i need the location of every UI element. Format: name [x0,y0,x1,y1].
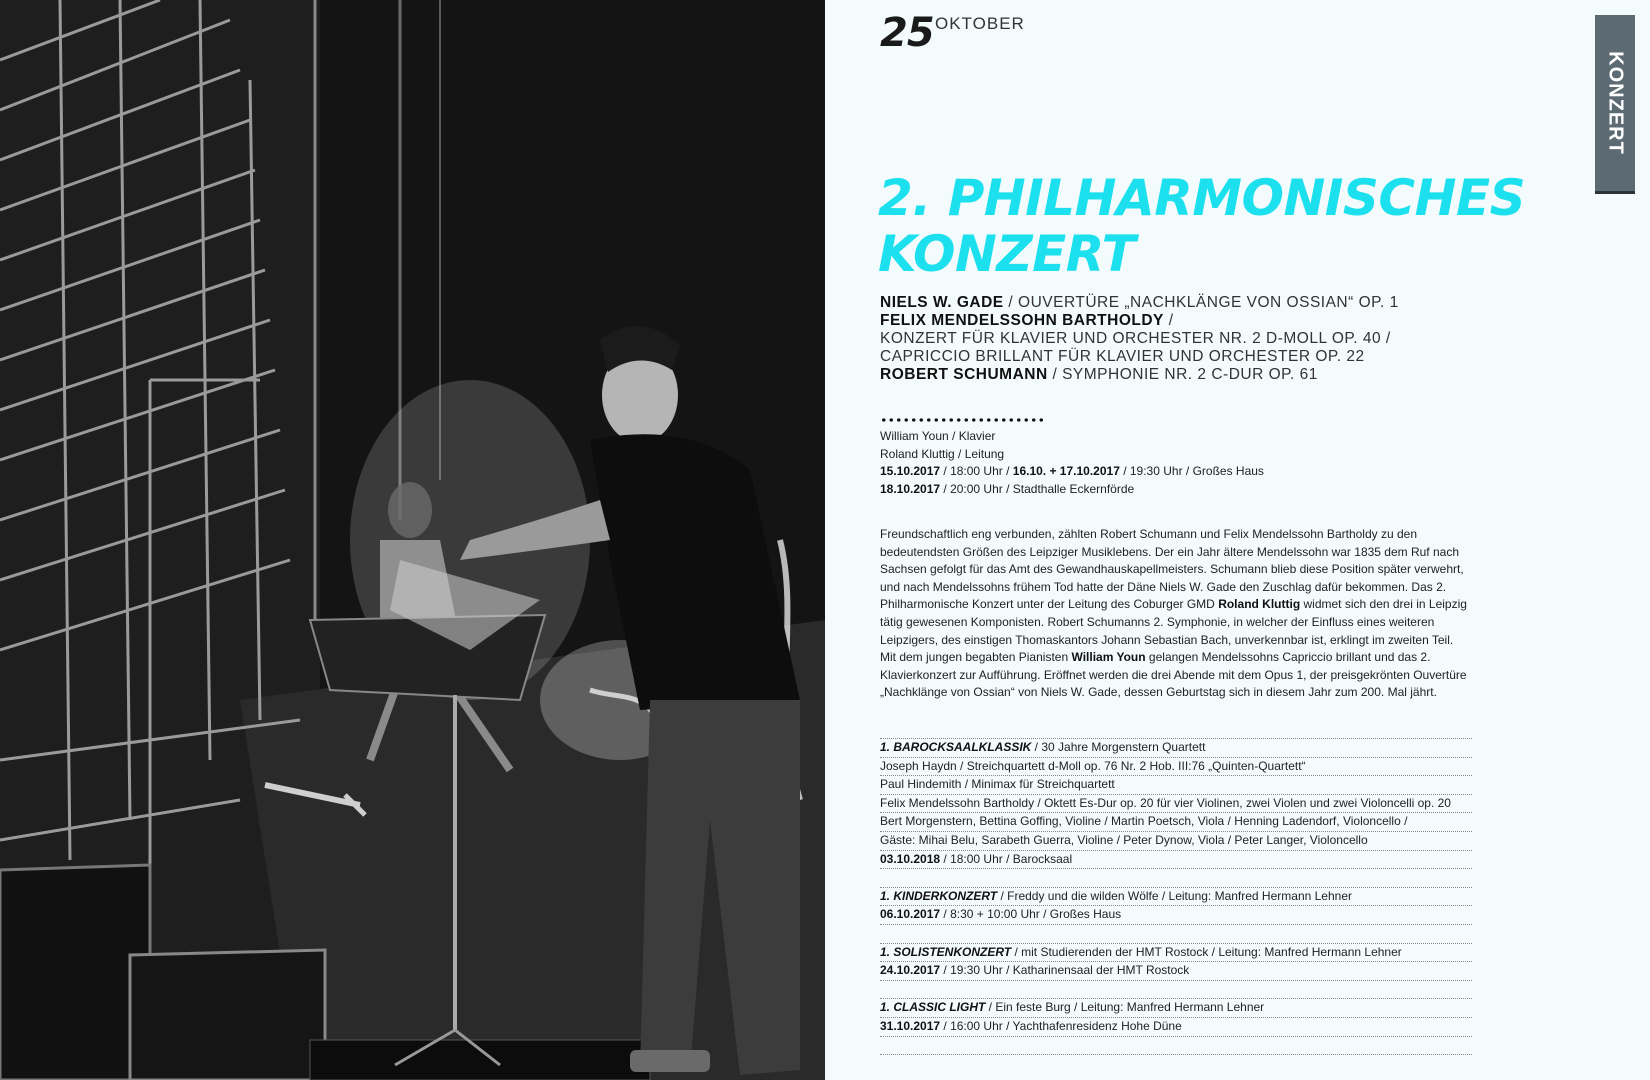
event-detail: Bert Morgenstern, Bettina Goffing, Violine / Martin Poetsch, Viola / Henning Ladendorf, Violoncello / [880,813,1472,832]
composer-name: FELIX MENDELSSOHN BARTHOLDY [880,312,1164,329]
date: 16.10. + 17.10.2017 [1012,464,1120,478]
paragraph-text: widmet sich den drei in Leipzig tätig gewesenen Komponisten. Robert Schumanns 2. Symphonie, in welcher der Einfluss eines weiteren Leipzigers, des einstigen Thomaskantors Johann Sebastian Bach, unverkennbar ist, erklingt im zweiten Teil. Mit dem jungen begabten Pianisten [880,597,1467,665]
highlight-name: Roland Kluttig [1218,597,1301,612]
event-list [880,738,1472,1055]
time-venue: / 19:30 Uhr / Großes Haus [1119,464,1264,478]
event-spacer [880,869,1472,888]
event-title: 1. KINDERKONZERT [880,888,998,903]
time-venue: / 16:00 Uhr / Yachthafenresidenz Hohe Düne [940,1018,1182,1033]
event-heading [880,944,1472,963]
event-date [880,906,1472,925]
program-item [880,366,1560,384]
performance-dates [880,463,1520,481]
date: 31.10.2017 [880,1018,941,1033]
event-subtitle: / mit Studierenden der HMT Rostock / Leitung: Manfred Hermann Lehner [1011,944,1402,959]
event-title: 1. SOLISTENKONZERT [880,944,1012,959]
event-heading [880,738,1472,758]
work-title: KONZERT FÜR KLAVIER UND ORCHESTER NR. 2 D-MOLL OP. 40 / [880,330,1391,347]
program-item [880,312,1560,330]
time-venue: / 18:00 Uhr / Barocksaal [940,851,1073,866]
date: 24.10.2017 [880,963,941,978]
event-subtitle: / Ein feste Burg / Leitung: Manfred Hermann Lehner [985,1000,1265,1015]
dotted-divider [880,418,1046,422]
event-title: 1. CLASSIC LIGHT [880,1000,986,1015]
date-month: OKTOBER [935,14,1025,33]
work-title: CAPRICCIO BRILLANT FÜR KLAVIER UND ORCHESTER OP. 22 [880,348,1365,365]
cast-line: William Youn / Klavier [880,429,996,443]
event-date [880,962,1472,981]
date: 03.10.2018 [880,851,941,866]
section-tab [1595,15,1635,194]
concert-title [878,170,1525,282]
date: 18.10.2017 [880,481,941,496]
time-venue: / 18:00 Uhr / [940,464,1013,478]
section-tab-label: KONZERT [1604,51,1627,155]
cast-line: Roland Kluttig / Leitung [880,446,1005,461]
time-venue: / 20:00 Uhr / Stadthalle Eckernförde [940,481,1135,496]
program-item [880,294,1560,312]
work-title: / SYMPHONIE NR. 2 C-DUR OP. 61 [1047,366,1318,383]
event-heading [880,888,1472,907]
composer-name: ROBERT SCHUMANN [880,366,1048,383]
work-title: / OUVERTÜRE „NACHKLÄNGE VON OSSIAN“ OP. 1 [1003,294,1399,311]
event-spacer [880,981,1472,1000]
event-title: 1. BAROCKSAALKLASSIK [880,740,1032,754]
event-subtitle: / Freddy und die wilden Wölfe / Leitung: Manfred Hermann Lehner [997,888,1352,903]
paragraph-text: Freundschaftlich eng verbunden, zählten Robert Schumann und Felix Mendelssohn Bartholdy zu den bedeutendsten Größen des Leipziger Musiklebens. Der ein Jahr ältere Mendelssohn war 1835 dem Ruf nach Sachsen gefolgt für das Amt des Gewandhauskapellmeisters. Schumann blieb diese Position später verwehrt, und nach Mendelssohns frühem Tod hatte der Däne Niels W. Gade den Zuschlag dafür bekommen. Das 2. Philharmonische Konzert unter der Leitung des Coburger GMD [880,527,1464,612]
concert-title-line2: KONZERT [878,225,1136,283]
event-detail: Paul Hindemith / Minimax für Streichquartett [880,776,1472,795]
time-venue: / 19:30 Uhr / Katharinensaal der HMT Rostock [940,963,1190,978]
highlight-name: William Youn [1071,650,1146,665]
event-date [880,851,1472,870]
event-spacer [880,1037,1472,1056]
separator: / [1163,312,1174,329]
paragraph-text: gelangen Mendelssohns Capriccio brillant und das 2. Klavierkonzert zur Aufführung. Eröffnet werden die drei Abende mit dem Opus 1, der preisgekrönten Ouvertüre „Nachklänge von Ossian“ von Niels W. Gade, dessen Geburtstag sich in diesem Jahr zum 200. Mal jährt. [880,650,1467,700]
event-detail: Joseph Haydn / Streichquartett d-Moll op. 76 Nr. 2 Hob. III:76 „Quinten-Quartett“ [880,758,1472,777]
cast-and-dates [880,428,1520,498]
description-paragraph [880,526,1472,702]
performance-dates [880,481,1520,499]
event-spacer [880,925,1472,944]
event-date [880,1018,1472,1037]
event-detail: Felix Mendelssohn Bartholdy / Oktett Es-Dur op. 20 für vier Violinen, zwei Violen und zwei Violoncelli op. 20 [880,795,1472,814]
date: 15.10.2017 [880,464,941,478]
time-venue: / 8:30 + 10:00 Uhr / Großes Haus [940,907,1122,922]
date-day: 25 [880,10,934,56]
event-detail: Gäste: Mihai Belu, Sarabeth Guerra, Violine / Peter Dynow, Viola / Peter Langer, Violoncello [880,832,1472,851]
composer-name: NIELS W. GADE [880,294,1004,311]
date: 06.10.2017 [880,907,941,922]
event-heading [880,999,1472,1018]
event-subtitle: / 30 Jahre Morgenstern Quartett [1031,740,1206,754]
concert-title-line1: 2. PHILHARMONISCHES [878,169,1526,227]
program-list [880,294,1560,384]
